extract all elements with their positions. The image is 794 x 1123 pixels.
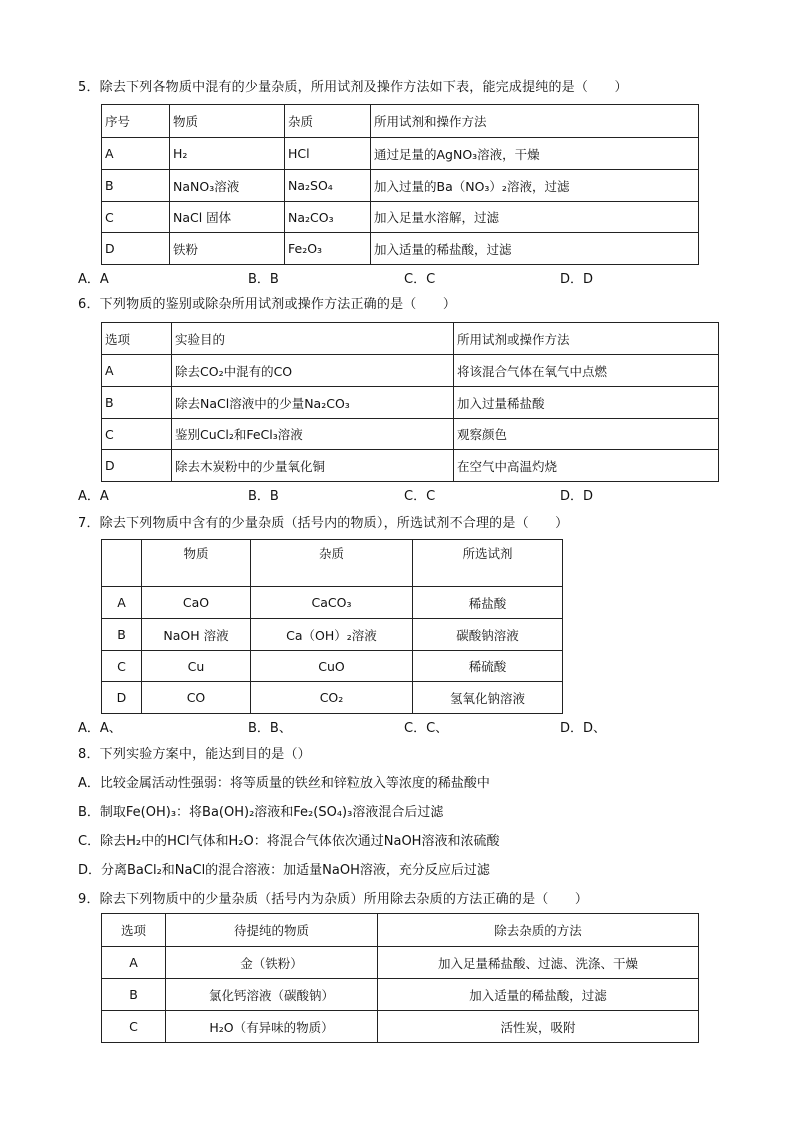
option-d[interactable]: D．分离BaCl₂和NaCl的混合溶液：加适量NaOH溶液，充分反应后过滤 (78, 863, 490, 878)
table-cell: NaNO₃溶液 (170, 170, 285, 202)
table-cell: 碳酸钠溶液 (413, 619, 563, 651)
q5-stem: 5．除去下列各物质中混有的少量杂质，所用试剂及操作方法如下表，能完成提纯的是（ ） (78, 80, 628, 95)
q5-table (101, 104, 699, 265)
q6-table (101, 322, 719, 482)
table-cell: 在空气中高温灼烧 (454, 450, 719, 482)
table-cell: C (102, 651, 142, 682)
table-cell: CO (142, 682, 251, 714)
table-header-row (102, 540, 563, 587)
header-cell: 序号 (102, 105, 170, 138)
table-cell: NaOH 溶液 (142, 619, 251, 651)
table-cell: Na₂CO₃ (285, 202, 371, 233)
header-cell: 所用试剂和操作方法 (371, 105, 699, 138)
table-cell: B (102, 387, 172, 419)
table-cell: 加入过量的Ba（NO₃）₂溶液，过滤 (371, 170, 699, 202)
table-cell: CaO (142, 587, 251, 619)
q9-stem: 9．除去下列物质中的少量杂质（括号内为杂质）所用除去杂质的方法正确的是（ ） (78, 892, 589, 907)
header-cell: 杂质 (251, 540, 413, 587)
header-cell: 除去杂质的方法 (378, 914, 699, 947)
option-b[interactable]: B．B (248, 489, 279, 504)
option-a[interactable]: A．A、 (78, 721, 122, 736)
table-cell: HCl (285, 138, 371, 170)
table-cell: H₂ (170, 138, 285, 170)
header-cell: 所用试剂或操作方法 (454, 323, 719, 355)
table-cell: Na₂SO₄ (285, 170, 371, 202)
table-row (102, 979, 699, 1011)
option-b[interactable]: B．制取Fe(OH)₃：将Ba(OH)₂溶液和Fe₂(SO₄)₃溶液混合后过滤 (78, 805, 444, 820)
table-row (102, 682, 563, 714)
table-cell: Fe₂O₃ (285, 233, 371, 265)
table-cell: C (102, 419, 172, 450)
option-c[interactable]: C．C、 (404, 721, 449, 736)
table-cell: 金（铁粉） (166, 947, 378, 979)
header-cell: 物质 (170, 105, 285, 138)
table-cell: B (102, 619, 142, 651)
table-cell: 铁粉 (170, 233, 285, 265)
option-d[interactable]: D．D、 (560, 721, 607, 736)
option-c[interactable]: C．C (404, 489, 436, 504)
option-b[interactable]: B．B、 (248, 721, 292, 736)
header-cell: 待提纯的物质 (166, 914, 378, 947)
table-cell: Ca（OH）₂溶液 (251, 619, 413, 651)
option-d[interactable]: D．D (560, 489, 594, 504)
header-cell: 杂质 (285, 105, 371, 138)
table-row (102, 619, 563, 651)
table-cell: A (102, 587, 142, 619)
q7-stem: 7．除去下列物质中含有的少量杂质（括号内的物质），所选试剂不合理的是（ ） (78, 516, 569, 531)
table-cell: 加入足量水溶解，过滤 (371, 202, 699, 233)
table-cell: 加入适量的稀盐酸，过滤 (371, 233, 699, 265)
option-a[interactable]: A．A (78, 489, 109, 504)
table-header-row (102, 105, 699, 138)
table-cell: CaCO₃ (251, 587, 413, 619)
option-c[interactable]: C．C (404, 272, 436, 287)
option-a[interactable]: A．比较金属活动性强弱：将等质量的铁丝和锌粒放入等浓度的稀盐酸中 (78, 776, 490, 791)
q8-stem: 8．下列实验方案中，能达到目的是（） (78, 747, 311, 762)
option-a[interactable]: A．A (78, 272, 109, 287)
table-cell: 加入适量的稀盐酸，过滤 (378, 979, 699, 1011)
option-d[interactable]: D．D (560, 272, 594, 287)
table-cell: 活性炭，吸附 (378, 1011, 699, 1043)
table-cell: B (102, 979, 166, 1011)
q7-table (101, 539, 563, 714)
table-row (102, 1011, 699, 1043)
header-cell: 物质 (142, 540, 251, 587)
table-cell: 通过足量的AgNO₃溶液，干燥 (371, 138, 699, 170)
table-row (102, 651, 563, 682)
option-c[interactable]: C．除去H₂中的HCl气体和H₂O：将混合气体依次通过NaOH溶液和浓硫酸 (78, 834, 500, 849)
table-cell: D (102, 233, 170, 265)
table-cell: NaCl 固体 (170, 202, 285, 233)
table-cell: A (102, 355, 172, 387)
table-row (102, 947, 699, 979)
table-row (102, 419, 719, 450)
table-cell: H₂O（有异味的物质） (166, 1011, 378, 1043)
table-cell: 除去木炭粉中的少量氧化铜 (172, 450, 454, 482)
table-row (102, 587, 563, 619)
header-cell: 实验目的 (172, 323, 454, 355)
table-cell: D (102, 682, 142, 714)
table-cell: 氢氧化钠溶液 (413, 682, 563, 714)
table-row (102, 170, 699, 202)
table-cell: 观察颜色 (454, 419, 719, 450)
table-cell: CuO (251, 651, 413, 682)
table-cell: 除去NaCl溶液中的少量Na₂CO₃ (172, 387, 454, 419)
table-header-row (102, 914, 699, 947)
table-cell: Cu (142, 651, 251, 682)
table-cell: C (102, 1011, 166, 1043)
q6-stem: 6．下列物质的鉴别或除杂所用试剂或操作方法正确的是（ ） (78, 297, 457, 312)
table-row (102, 202, 699, 233)
table-cell: A (102, 947, 166, 979)
table-row (102, 355, 719, 387)
table-cell: 鉴别CuCl₂和FeCl₃溶液 (172, 419, 454, 450)
table-header-row (102, 323, 719, 355)
table-cell: C (102, 202, 170, 233)
table-row (102, 138, 699, 170)
table-cell: A (102, 138, 170, 170)
q9-table (101, 913, 699, 1043)
table-row (102, 450, 719, 482)
table-row (102, 233, 699, 265)
table-cell: B (102, 170, 170, 202)
table-cell: 稀盐酸 (413, 587, 563, 619)
table-cell: D (102, 450, 172, 482)
header-cell: 所选试剂 (413, 540, 563, 587)
header-cell: 选项 (102, 323, 172, 355)
option-b[interactable]: B．B (248, 272, 279, 287)
table-cell: 氯化钙溶液（碳酸钠） (166, 979, 378, 1011)
table-cell: 除去CO₂中混有的CO (172, 355, 454, 387)
table-cell: CO₂ (251, 682, 413, 714)
header-cell: 选项 (102, 914, 166, 947)
table-cell: 加入足量稀盐酸、过滤、洗涤、干燥 (378, 947, 699, 979)
table-cell: 将该混合气体在氧气中点燃 (454, 355, 719, 387)
table-cell: 稀硫酸 (413, 651, 563, 682)
header-cell (102, 540, 142, 587)
table-row (102, 387, 719, 419)
table-cell: 加入过量稀盐酸 (454, 387, 719, 419)
